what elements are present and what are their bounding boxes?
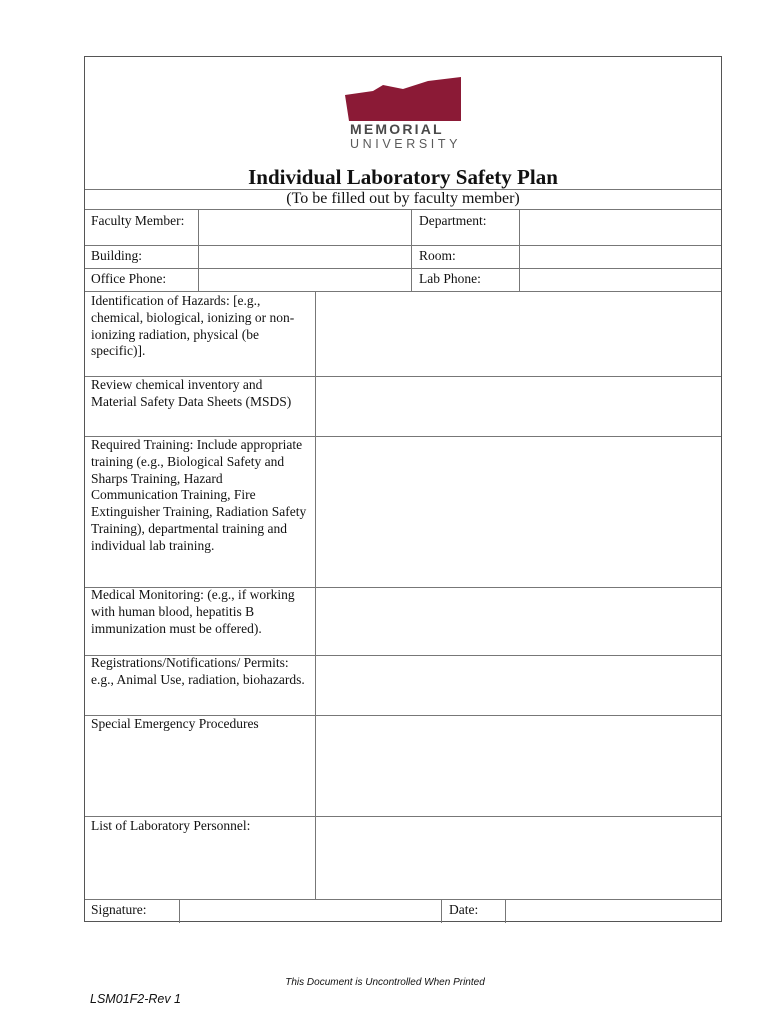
signature-label: Signature: — [91, 902, 147, 917]
document-id: LSM01F2-Rev 1 — [90, 992, 182, 1006]
logo-wordmark-university: UNIVERSITY — [350, 137, 462, 151]
department-field[interactable] — [520, 210, 720, 245]
lab-phone-field[interactable] — [520, 269, 720, 291]
room-field[interactable] — [520, 246, 720, 268]
form-subtitle: (To be filled out by faculty member) — [286, 190, 520, 207]
date-label: Date: — [449, 902, 479, 917]
safety-plan-form — [84, 56, 722, 922]
laboratory-personnel-label: List of Laboratory Personnel: — [91, 818, 251, 833]
logo-wordmark-memorial: MEMORIAL — [350, 121, 444, 137]
registrations-field[interactable] — [316, 656, 720, 715]
registrations-label: Registrations/Notifications/ Permits: e.g., Animal Use, radiation, biohazards. — [91, 655, 305, 687]
hazards-field[interactable] — [316, 292, 720, 376]
faculty-member-label: Faculty Member: — [91, 213, 185, 228]
lab-phone-label: Lab Phone: — [419, 271, 481, 286]
room-label: Room: — [419, 248, 456, 263]
hazards-label: Identification of Hazards: [e.g., chemical, biological, ionizing or non-ionizing radiation, physical (be specific)]. — [91, 293, 295, 359]
required-training-field[interactable] — [316, 437, 720, 587]
date-field[interactable] — [506, 900, 720, 923]
office-phone-field[interactable] — [199, 269, 411, 291]
required-training-label: Required Training: Include appropriate training (e.g., Biological Safety and Sharps Training, Hazard Communication Training, Fire Extinguisher Training, Radiation Safety Training), departmental training and individual lab training. — [91, 437, 307, 553]
faculty-member-field[interactable] — [199, 210, 411, 245]
signature-field[interactable] — [180, 900, 441, 923]
emergency-procedures-label: Special Emergency Procedures — [91, 716, 259, 731]
medical-monitoring-label: Medical Monitoring: (e.g., if working with human blood, hepatitis B immunization must be offered). — [91, 587, 295, 636]
form-title: Individual Laboratory Safety Plan — [248, 165, 558, 189]
emergency-procedures-field[interactable] — [316, 716, 720, 816]
laboratory-personnel-field[interactable] — [316, 817, 720, 899]
building-field[interactable] — [199, 246, 411, 268]
uncontrolled-notice: This Document is Uncontrolled When Printed — [285, 977, 485, 988]
chemical-inventory-field[interactable] — [316, 377, 720, 436]
department-label: Department: — [419, 213, 487, 228]
chemical-inventory-label: Review chemical inventory and Material Safety Data Sheets (MSDS) — [91, 377, 292, 409]
logo-shape — [345, 77, 461, 121]
building-label: Building: — [91, 248, 143, 263]
medical-monitoring-field[interactable] — [316, 588, 720, 655]
office-phone-label: Office Phone: — [91, 271, 167, 286]
